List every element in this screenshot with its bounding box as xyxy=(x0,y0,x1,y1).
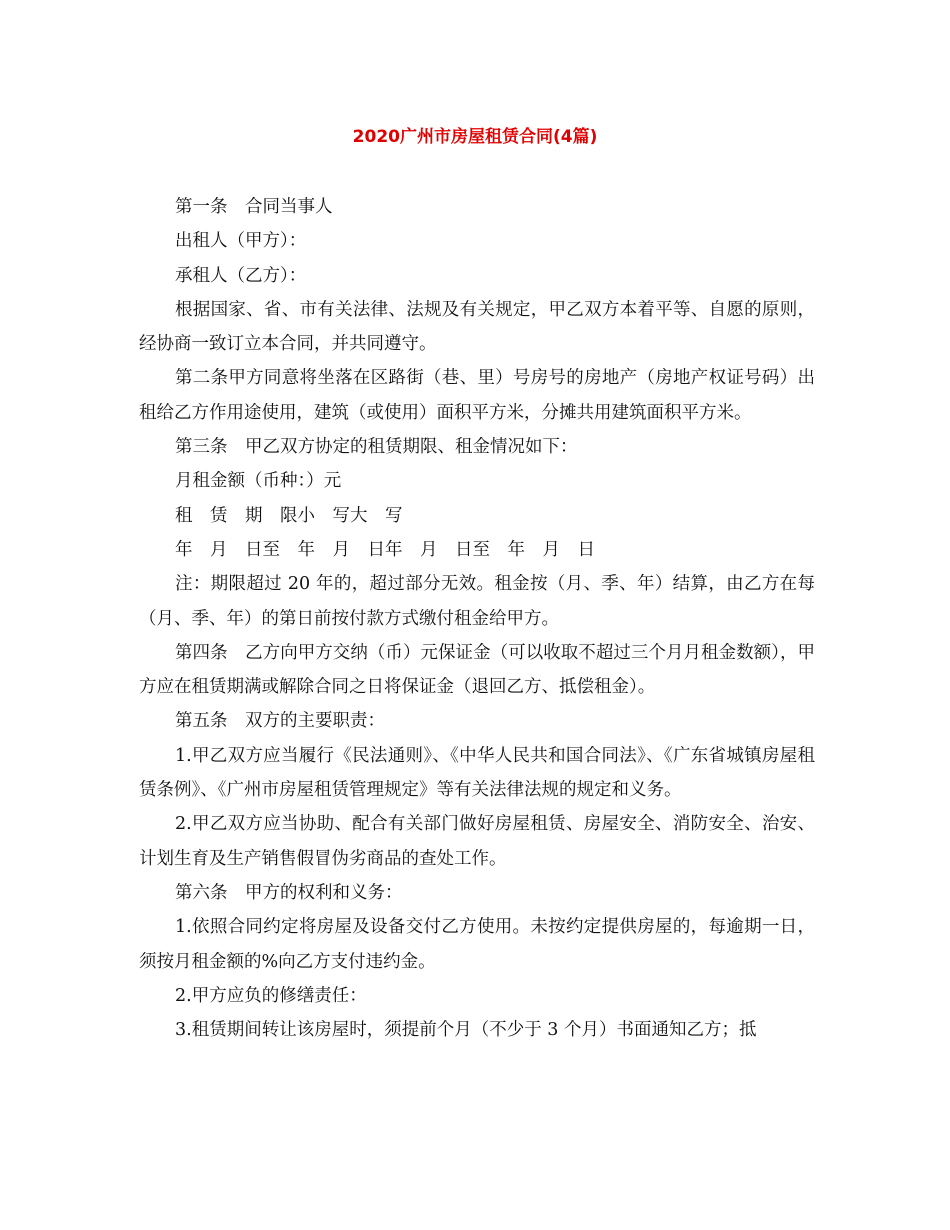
lease-dates-line: 年 月 日至 年 月 日年 月 日至 年 月 日 xyxy=(175,539,595,560)
preamble-paragraph: 根据国家、省、市有关法律、法规及有关规定，甲乙双方本着平等、自愿的原则，经协商一致订立本合同，并共同遵守。 xyxy=(139,299,815,355)
document-body xyxy=(139,190,815,1047)
lessee-line: 承租人（乙方）： xyxy=(175,265,307,286)
monthly-rent-line: 月租金额（币种：）元 xyxy=(175,471,342,492)
clause-4-paragraph: 第四条 乙方向甲方交纳（币）元保证金（可以收取不超过三个月月租金数额），甲方应在租赁期满或解除合同之日将保证金（退回乙方、抵偿租金）。 xyxy=(139,642,815,698)
clause-5-heading: 第五条 双方的主要职责： xyxy=(175,711,385,732)
clause-5-item-1: 1.甲乙双方应当履行《民法通则》、《中华人民共和国合同法》、《广东省城镇房屋租赁条例》、《广州市房屋租赁管理规定》等有关法律法规的规定和义务。 xyxy=(139,745,815,801)
clause-6-item-2: 2.甲方应负的修缮责任： xyxy=(175,985,367,1006)
clause-1-heading: 第一条 合同当事人 xyxy=(175,197,333,217)
clause-5-item-2: 2.甲乙双方应当协助、配合有关部门做好房屋租赁、房屋安全、消防安全、治安、计划生育及生产销售假冒伪劣商品的查处工作。 xyxy=(139,814,815,869)
lessor-line: 出租人（甲方）： xyxy=(175,231,307,252)
clause-6-item-1: 1.依照合同约定将房屋及设备交付乙方使用。未按约定提供房屋的，每逾期一日，须按月租金额的%向乙方支付违约金。 xyxy=(139,917,815,972)
clause-6-heading: 第六条 甲方的权利和义务： xyxy=(175,882,403,903)
clause-2-paragraph: 第二条甲方同意将坐落在区路街（巷、里）号房号的房地产（房地产权证号码）出租给乙方作用途使用，建筑（或使用）面积平方米，分摊共用建筑面积平方米。 xyxy=(139,368,815,423)
clause-3-heading: 第三条 甲乙双方协定的租赁期限、租金情况如下： xyxy=(175,437,578,458)
term-note-paragraph: 注：期限超过 20 年的，超过部分无效。租金按（月、季、年）结算，由乙方在每（月、季、年）的第日前按付款方式缴付租金给甲方。 xyxy=(139,574,815,629)
clause-6-item-3: 3.租赁期间转让该房屋时，须提前个月（不少于 3 个月）书面通知乙方；抵 xyxy=(175,1020,757,1041)
lease-term-header-line: 租 赁 期 限小 写大 写 xyxy=(175,505,403,526)
document-title: 2020广州市房屋租赁合同(4篇) xyxy=(352,127,598,147)
